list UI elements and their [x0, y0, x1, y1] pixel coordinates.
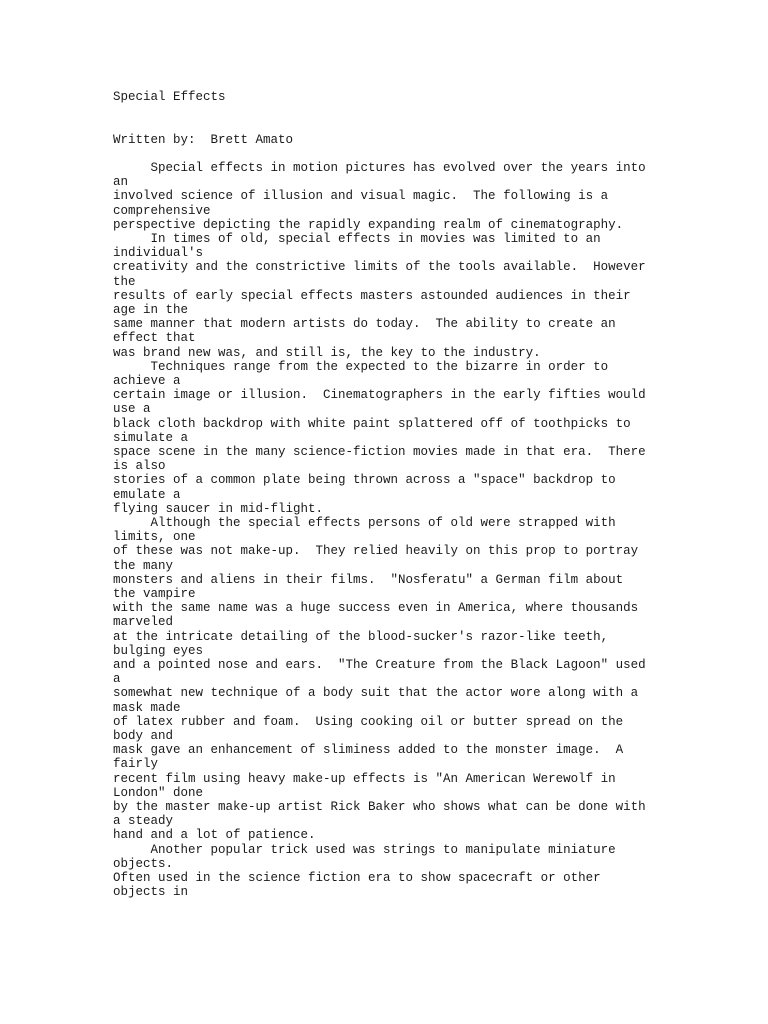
- author-line: Written by: Brett Amato: [113, 133, 294, 147]
- body-line: simulate a: [113, 430, 189, 445]
- body-line: In times of old, special effects in movies was limited to an: [113, 232, 601, 246]
- body-line: the vampire: [113, 587, 196, 601]
- body-line: a: [113, 672, 121, 687]
- body-line: and a pointed nose and ears. "The Creature from the Black Lagoon" used: [113, 658, 646, 672]
- document-title: Special Effects: [113, 90, 226, 104]
- body-line: limits, one: [113, 530, 196, 545]
- body-line: Special effects in motion pictures has evolved over the years into: [113, 161, 646, 175]
- body-line: comprehensive: [113, 203, 211, 218]
- body-line: certain image or illusion. Cinematographers in the early fifties would: [113, 388, 646, 403]
- body-line: effect that: [113, 331, 196, 346]
- body-line: achieve a: [113, 374, 181, 388]
- body-line: was brand new was, and still is, the key to the industry.: [113, 345, 541, 360]
- body-line: monsters and aliens in their films. "Nosferatu" a German film about: [113, 572, 624, 587]
- body-line: an: [113, 175, 129, 190]
- body-line: Techniques range from the expected to the bizarre in order to: [113, 359, 609, 374]
- body-line: the: [113, 274, 136, 289]
- body-line: Although the special effects persons of old were strapped with: [113, 516, 616, 530]
- body-line: bulging eyes: [113, 643, 204, 658]
- body-line: mask made: [113, 700, 181, 715]
- body-line: with the same name was a huge success even in America, where thousands: [113, 601, 639, 616]
- body-line: by the master make-up artist Rick Baker who shows what can be done with: [113, 800, 646, 814]
- body-line: a steady: [113, 814, 174, 829]
- body-line: mask gave an enhancement of sliminess added to the monster image. A: [113, 743, 624, 758]
- body-line: same manner that modern artists do today. The ability to create an: [113, 317, 616, 332]
- body-line: the many: [113, 558, 174, 573]
- body-line: involved science of illusion and visual magic. The following is a: [113, 189, 609, 204]
- body-line: objects in: [113, 885, 189, 900]
- body-line: creativity and the constrictive limits of the tools available. However: [113, 260, 646, 275]
- body-line: at the intricate detailing of the blood-sucker's razor-like teeth,: [113, 629, 609, 644]
- body-line: use a: [113, 402, 151, 417]
- body-line: results of early special effects masters astounded audiences in their: [113, 288, 631, 303]
- body-line: objects.: [113, 856, 174, 871]
- body-line: Another popular trick used was strings to manipulate miniature: [113, 842, 616, 857]
- body-line: body and: [113, 729, 174, 743]
- body-line: emulate a: [113, 487, 181, 502]
- body-line: perspective depicting the rapidly expanding realm of cinematography.: [113, 217, 624, 232]
- body-line: stories of a common plate being thrown across a "space" backdrop to: [113, 473, 616, 488]
- body-line: is also: [113, 459, 166, 474]
- body-line: London" done: [113, 785, 204, 800]
- body-line: of latex rubber and foam. Using cooking oil or butter spread on the: [113, 714, 624, 729]
- body-line: flying saucer in mid-flight.: [113, 501, 324, 516]
- body-line: fairly: [113, 757, 159, 772]
- body-line: recent film using heavy make-up effects is "An American Werewolf in: [113, 771, 616, 786]
- body-line: Often used in the science fiction era to show spacecraft or other: [113, 871, 601, 885]
- body-line: hand and a lot of patience.: [113, 828, 316, 843]
- body-line: marveled: [113, 615, 174, 630]
- body-line: of these was not make-up. They relied heavily on this prop to portray: [113, 544, 639, 559]
- body-line: age in the: [113, 303, 189, 317]
- body-line: black cloth backdrop with white paint splattered off of toothpicks to: [113, 416, 631, 431]
- body-line: somewhat new technique of a body suit that the actor wore along with a: [113, 686, 639, 701]
- body-line: space scene in the many science-fiction movies made in that era. There: [113, 445, 646, 459]
- body-line: individual's: [113, 246, 204, 261]
